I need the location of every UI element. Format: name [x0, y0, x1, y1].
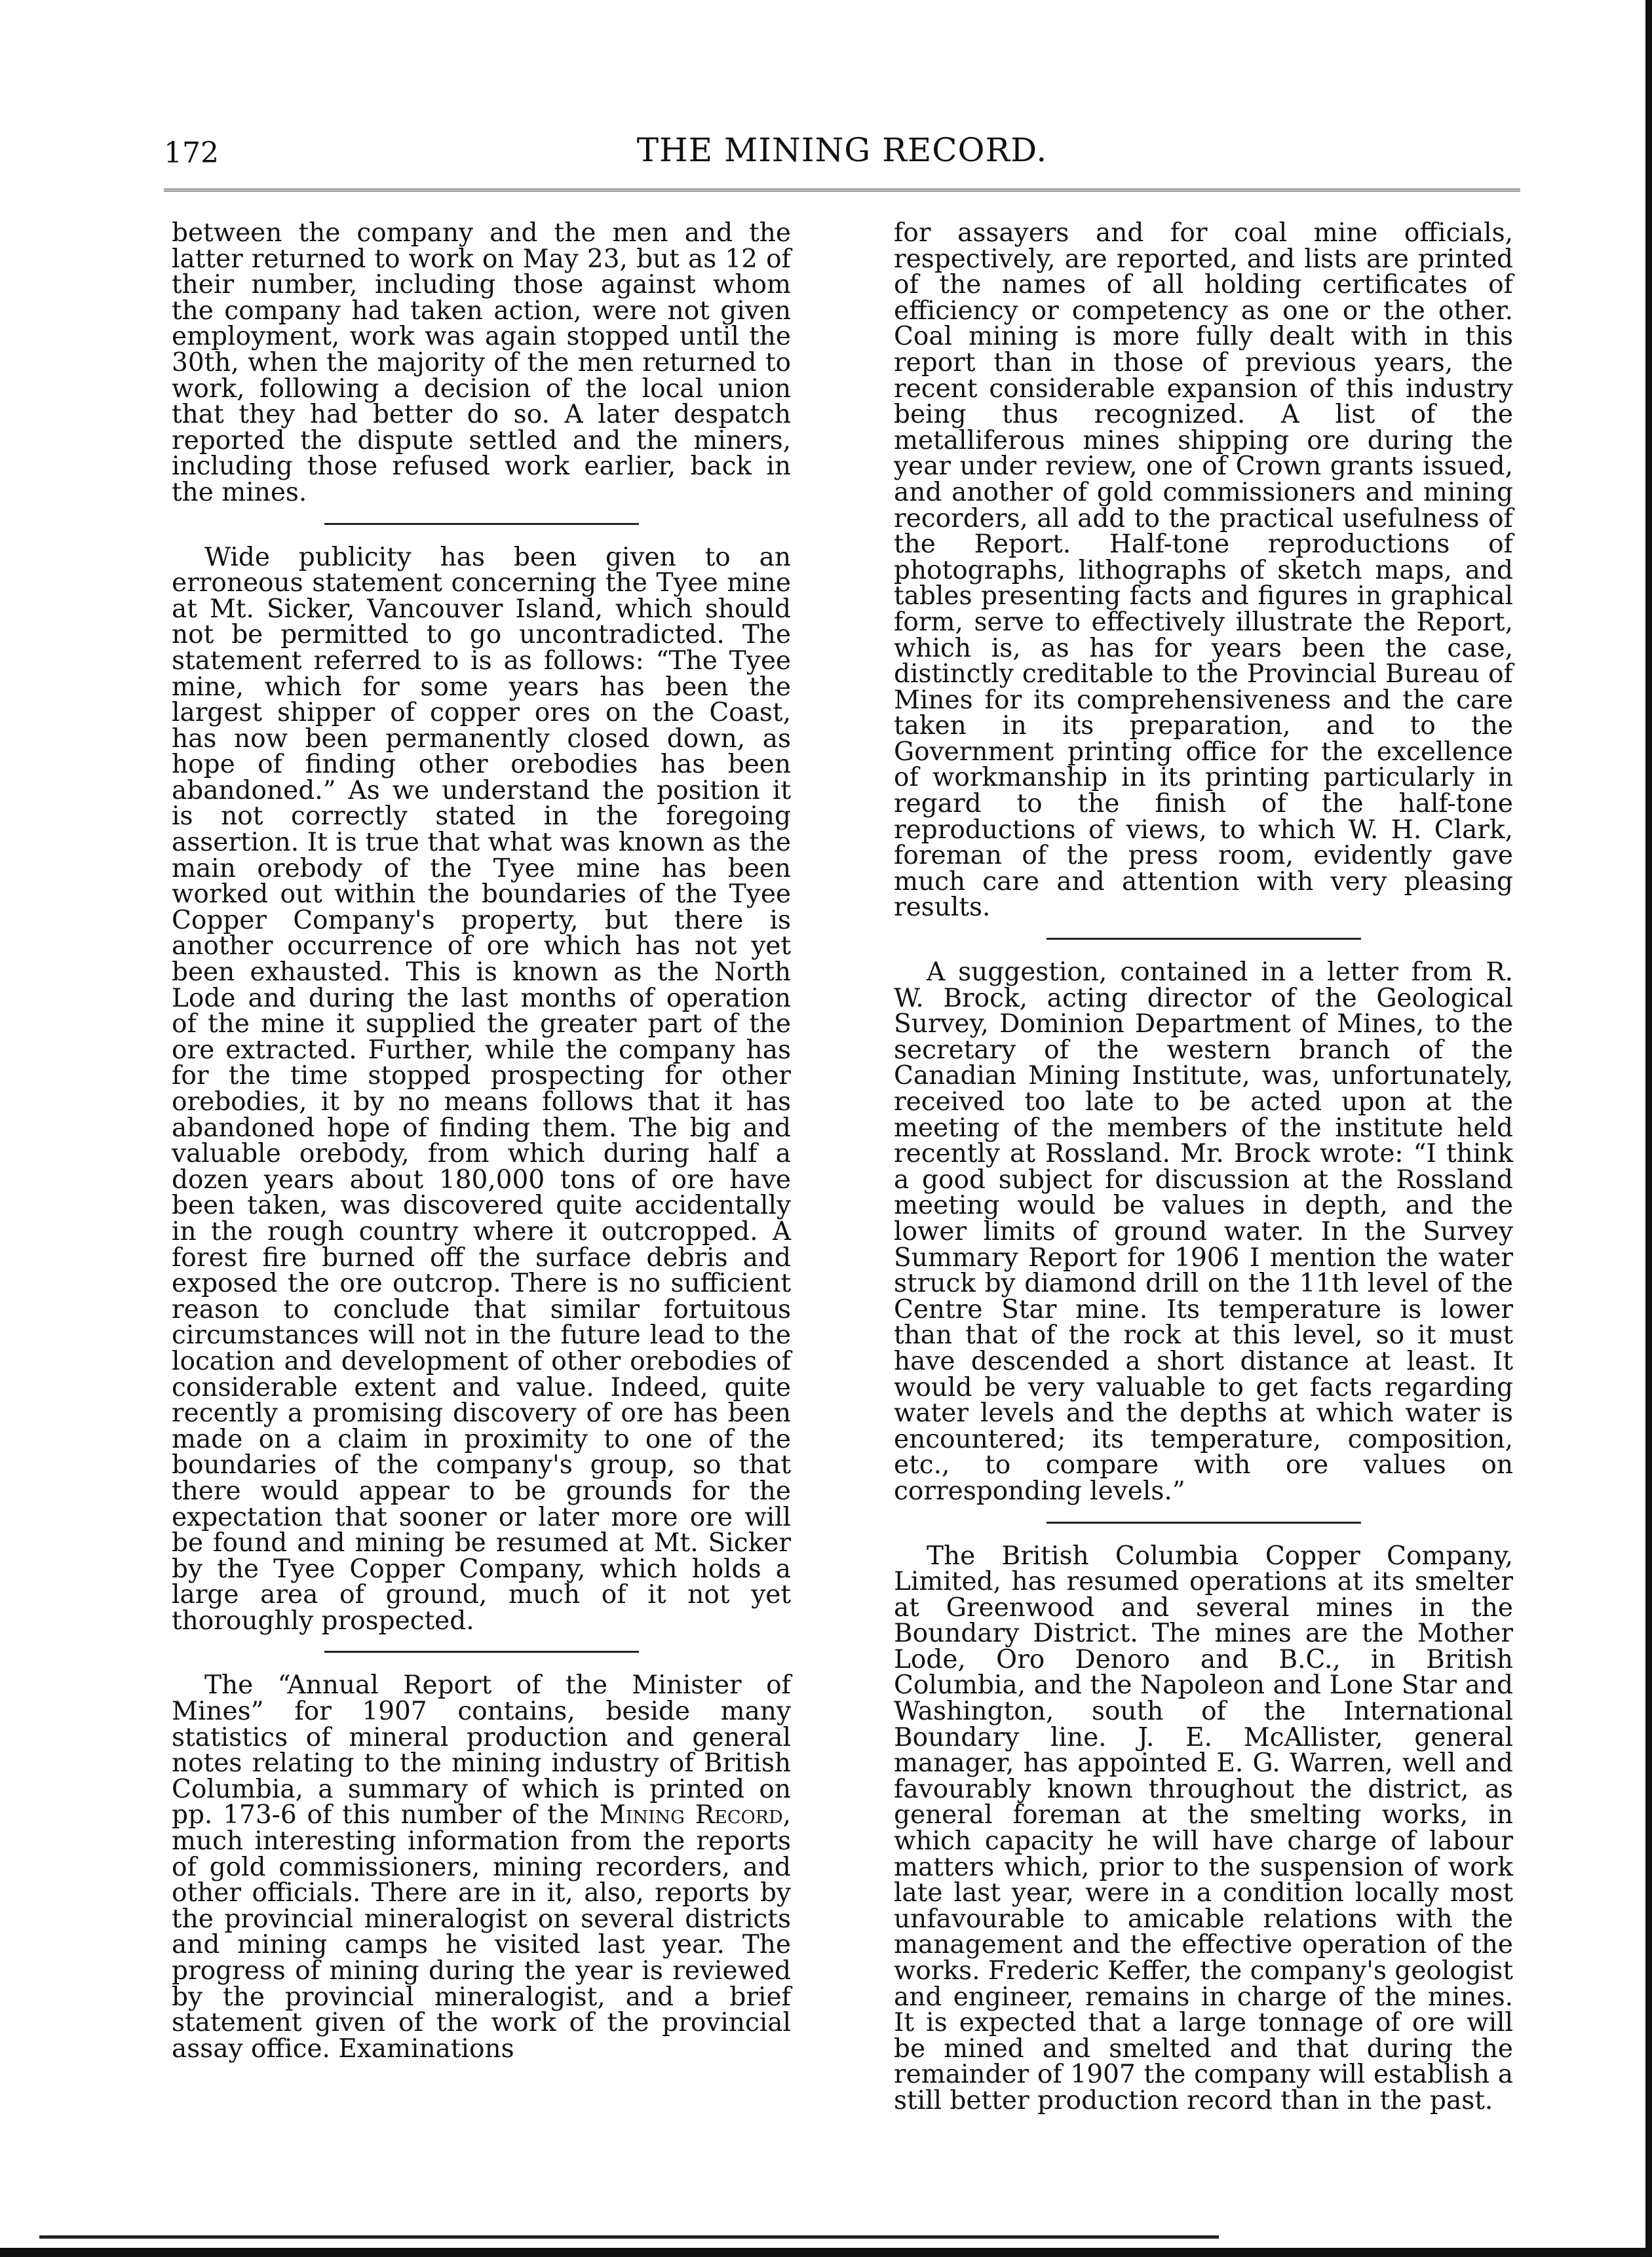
- right-paragraph-2: A suggestion, contained in a letter from R. W. Brock, acting director of the Geological Survey, Dominion Department of Mines, to the secretary of the western branch of the Canadian Mining Institute, was, unfortunately, received too late to be acted upon at the meeting of the members of the institute held recently at Rossland. Mr. Brock wrote: “I think a good subject for discussion at the Rossland meeting would be values in depth, and the lower limits of ground water. In the Survey Summary Report for 1906 I mention the water struck by diamond drill on the 11th level of the Centre Star mine. Its temperature is lower than that of the rock at this level, so it must have descended a short distance at least. It would be very valuable to get facts regarding water levels and the depths at which water is encountered; its temperature, composition, etc., to compare with ore values on corresponding levels.”: [894, 957, 1513, 1506]
- page-number: 172: [164, 136, 219, 170]
- paragraph-text: , much interesting information from the reports of gold commissioners, mining recorders, and other officials. There are in it, also, reports by the provincial mineralogist on several districts and mining camps he visited last year. The progress of mining during the year is reviewed by the provincial mineralogist, and a brief statement given of the work of the provincial assay office. Examinations: [172, 1800, 791, 2064]
- running-title: THE MINING RECORD.: [636, 131, 1048, 169]
- bottom-rule: [39, 2235, 1219, 2239]
- separator-rule: [1047, 938, 1361, 940]
- separator-rule: [324, 523, 639, 525]
- page-bottom-border: [0, 2248, 1652, 2257]
- left-paragraph-3: [172, 1672, 791, 2062]
- right-paragraph-1: for assayers and for coal mine officials, respectively, are reported, and lists are printed of the names of all holding certificates of efficiency or competency as one or the other. Coal mining is more fully dealt with in this report than in those of previous years, the recent considerable expansion of this industry being thus recognized. A list of the metalliferous mines shipping ore during the year under review, one of Crown grants issued, and another of gold commissioners and mining recorders, all add to the practical usefulness of the Report. Half-tone reproductions of photographs, lithographs of sketch maps, and tables presenting facts and figures in graphical form, serve to effectively illustrate the Report, which is, as has for years been the case, distinctly creditable to the Provincial Bureau of Mines for its comprehensiveness and the care taken in its preparation, and to the Government printing office for the excellence of workmanship in its printing particularly in regard to the finish of the half-tone reproductions of views, to which W. H. Clark, foreman of the press room, evidently gave much care and attention with very pleasing results.: [894, 218, 1513, 923]
- left-paragraph-1: between the company and the men and the latter returned to work on May 23, but as 12 of their number, including those against whom the company had taken action, were not given employment, work was again stopped until the 30th, when the majority of the men returned to work, following a decision of the local union that they had better do so. A later despatch reported the dispute settled and the miners, including those refused work earlier, back in the mines.: [172, 218, 791, 507]
- left-paragraph-2: Wide publicity has been given to an erroneous statement concerning the Tyee mine at Mt. Sicker, Vancouver Island, which should not be permitted to go uncontradicted. The statement referred to is as follows: “The Tyee mine, which for some years has been the largest shipper of copper ores on the Coast, has now been permanently closed down, as hope of finding other orebodies has been abandoned.” As we understand the position it is not correctly stated in the foregoing assertion. It is true that what was known as the main orebody of the Tyee mine has been worked out within the boundaries of the Tyee Copper Company's property, but there is another occurrence of ore which has not yet been exhausted. This is known as the North Lode and during the last months of operation of the mine it supplied the greater part of the ore extracted. Further, while the company has for the time stopped prospecting for other orebodies, it by no means follows that it has abandoned hope of finding them. The big and valuable orebody, from which during half a dozen years about 180,000 tons of ore have been taken, was discovered quite accidentally in the rough country where it outcropped. A forest fire burned off the surface debris and exposed the ore outcrop. There is no sufficient reason to conclude that similar fortuitous circumstances will not in the future lead to the location and development of other orebodies of considerable extent and value. Indeed, quite recently a promising discovery of ore has been made on a claim in proximity to one of the boundaries of the company's group, so that there would appear to be grounds for the expectation that sooner or later more ore will be found and mining be resumed at Mt. Sicker by the Tyee Copper Company, which holds a large area of ground, much of it not yet thoroughly prospected.: [172, 542, 791, 1636]
- page-right-border: [1645, 0, 1652, 2257]
- separator-rule: [324, 1651, 639, 1653]
- page-header: [164, 131, 1520, 177]
- left-column: [172, 220, 791, 2062]
- paragraph-text: The “Annual Report of the Minister of Mines” for 1907 contains, beside many statistics of mineral production and general notes relating to the mining industry of British Columbia, a summary of which is printed on pp. 173-6 of this number of the: [172, 1670, 791, 1830]
- journal-name: Mining Record: [599, 1800, 783, 1830]
- header-rule: [164, 189, 1520, 191]
- separator-rule: [1047, 1522, 1361, 1524]
- right-paragraph-3: The British Columbia Copper Company, Limited, has resumed operations at its smelter at Greenwood and several mines in the Boundary District. The mines are the Mother Lode, Oro Denoro and B.C., in British Columbia, and the Napoleon and Lone Star and Washington, south of the International Boundary line. J. E. McAllister, general manager, has appointed E. G. Warren, well and favourably known throughout the district, as general foreman at the smelting works, in which capacity he will have charge of labour matters which, prior to the suspension of work late last year, were in a condition locally most unfavourable to amicable relations with the management and the effective operation of the works. Frederic Keffer, the company's geologist and engineer, remains in charge of the mines. It is expected that a large tonnage of ore will be mined and smelted and that during the remainder of 1907 the company will establish a still better production record than in the past.: [894, 1541, 1513, 2115]
- right-column: [894, 220, 1513, 2114]
